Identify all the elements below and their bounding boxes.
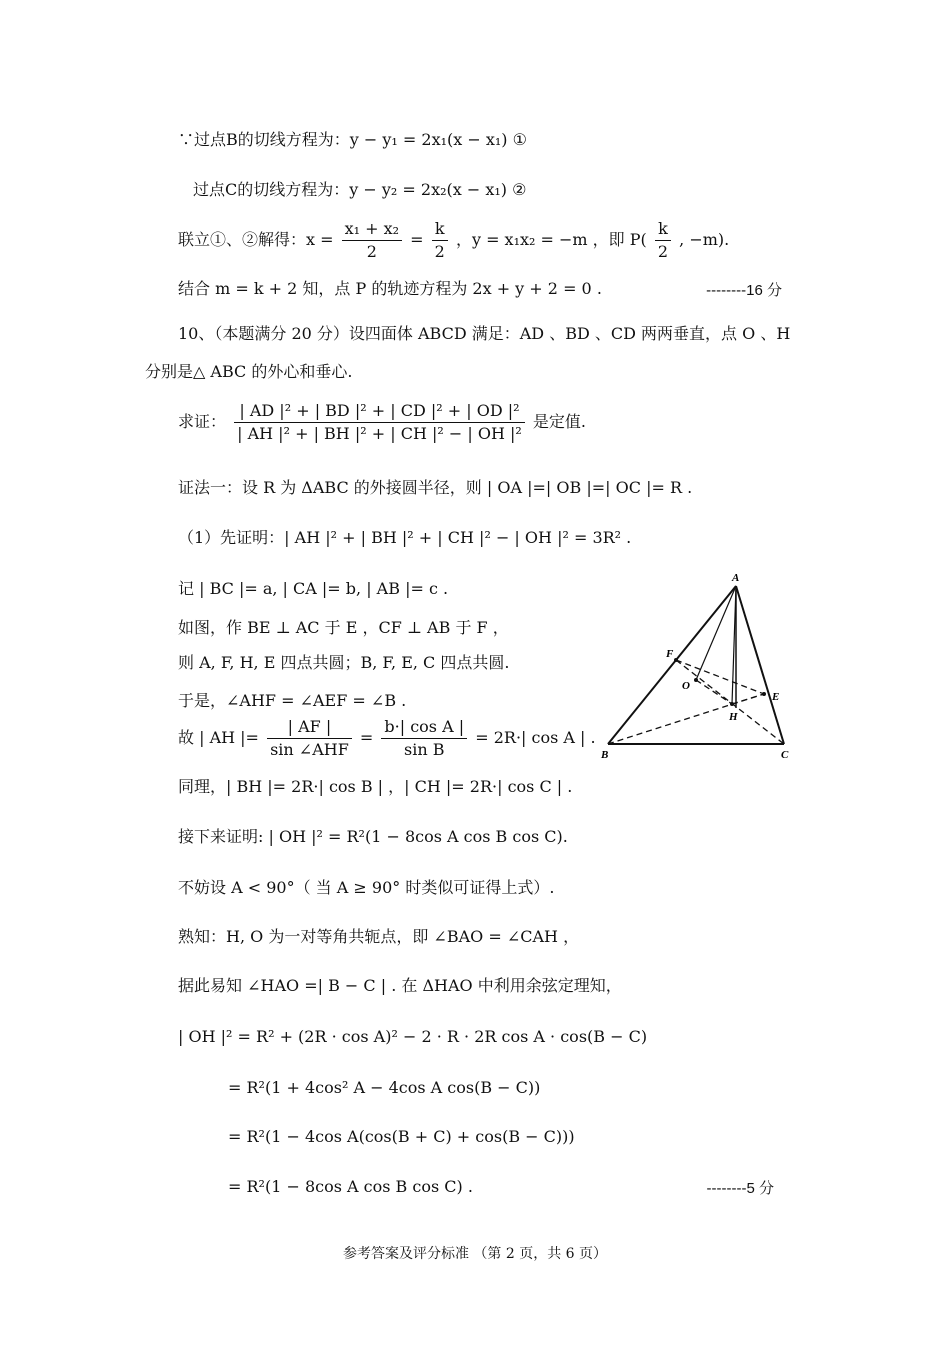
prove-suffix: 是定值. <box>532 412 586 431</box>
fraction-ah-2-den: sin B <box>404 740 445 759</box>
next-proof-line: 接下来证明: | OH |² = R²(1 − 8cos A cos B cos C). <box>178 827 568 846</box>
conjugate-line: 熟知：H, O 为一对等角共轭点，即 ∠BAO = ∠CAH ， <box>178 927 580 946</box>
fraction-ah-1-num: | AF | <box>267 716 352 739</box>
fraction-k-num: k <box>432 218 448 241</box>
prove-prefix: 求证： <box>178 412 227 431</box>
construction-line: 如图，作 BE ⊥ AC 于 E ，CF ⊥ AB 于 F ， <box>178 618 509 637</box>
label-e: E <box>772 691 780 703</box>
oh-equation-1: | OH |² = R² + (2R · cos A)² − 2 · R · 2R cos A · cos(B − C) <box>178 1027 648 1046</box>
edge-a-o <box>696 586 736 680</box>
prove-line <box>178 400 586 445</box>
fraction-ah-2-num: b·| cos A | <box>381 716 467 739</box>
label-c: C <box>781 749 789 761</box>
label-b: B <box>601 749 609 761</box>
cosine-law-line: 据此易知 ∠HAO =| B − C | . 在 ΔHAO 中利用余弦定理知， <box>178 976 622 995</box>
edge-ab <box>608 586 736 744</box>
score-5: --------5 分 <box>706 1180 774 1197</box>
tangent-line-b: ∵过点B的切线方程为：y − y₁ = 2x₁(x − x₁) ① <box>178 130 527 149</box>
score-16: --------16 分 <box>706 282 782 299</box>
solve-suffix: , −m). <box>679 230 730 249</box>
oh-equation-3: = R²(1 − 4cos A(cos(B + C) + cos(B − C))) <box>228 1127 575 1146</box>
dashed-h-e <box>732 694 764 704</box>
point-h <box>730 702 734 706</box>
fraction-ah-2 <box>381 716 467 761</box>
fraction-k-den: 2 <box>434 242 445 261</box>
dashed-o-h <box>696 680 732 704</box>
fraction-ah-1-den: sin ∠AHF <box>270 740 349 759</box>
fraction-main-num: | AD |² + | BD |² + | CD |² + | OD |² <box>234 400 525 423</box>
ah-suffix: = 2R·| cos A | . <box>475 728 596 747</box>
fraction-k <box>432 218 448 263</box>
label-f: F <box>666 648 674 660</box>
concyclic-line: 则 A, F, H, E 四点共圆；B, F, E, C 四点共圆. <box>178 653 510 672</box>
tangent-line-c: 过点C的切线方程为：y − y₂ = 2x₂(x − x₁) ② <box>193 180 527 199</box>
solve-mid: ，y = x₁x₂ = −m ，即 P( <box>455 230 647 249</box>
angle-line: 于是，∠AHF = ∠AEF = ∠B . <box>178 691 407 710</box>
ah-equals: = <box>359 728 374 747</box>
problem-10-line-2: 分别是△ ABC 的外心和垂心. <box>145 362 353 381</box>
point-o <box>694 678 698 682</box>
notation-line: 记 | BC |= a, | CA |= b, | AB |= c . <box>178 579 449 598</box>
page-footer: 参考答案及评分标准 （第 2 页，共 6 页） <box>342 1246 608 1262</box>
solve-prefix: 联立①、②解得：x = <box>178 230 334 249</box>
triangle-figure <box>596 568 806 768</box>
point-e <box>762 692 766 696</box>
problem-10-line: 10、（本题满分 20 分）设四面体 ABCD 满足：AD 、BD 、CD 两两垂直，点 O 、H <box>178 324 791 343</box>
fraction-x-den: 2 <box>366 242 377 261</box>
similarly-line: 同理，| BH |= 2R·| cos B | ，| CH |= 2R·| cos C | . <box>178 777 573 796</box>
step-1-line: （1）先证明：| AH |² + | BH |² + | CH |² − | OH |² = 3R² . <box>178 528 632 547</box>
label-h: H <box>729 711 738 723</box>
fraction-p-den: 2 <box>657 242 669 261</box>
dashed-b-e <box>608 694 764 744</box>
fraction-main <box>234 400 525 445</box>
proof-1-line: 证法一：设 R 为 ΔABC 的外接圆半径，则 | OA |=| OB |=| OC |= R . <box>178 478 693 497</box>
label-a: A <box>732 572 740 584</box>
ah-line <box>178 716 596 761</box>
fraction-ah-1 <box>267 716 352 761</box>
locus-line: 结合 m = k + 2 知，点 P 的轨迹方程为 2x + y + 2 = 0 . <box>178 279 602 298</box>
fraction-main-den: | AH |² + | BH |² + | CH |² − | OH |² <box>237 424 522 443</box>
fraction-p <box>655 218 671 263</box>
oh-equation-4: = R²(1 − 8cos A cos B cos C) . <box>228 1177 473 1196</box>
assume-line: 不妨设 A < 90°（ 当 A ≥ 90° 时类似可证得上式）. <box>178 878 555 897</box>
ah-prefix: 故 | AH |= <box>178 728 259 747</box>
fraction-x-num: x₁ + x₂ <box>342 218 402 241</box>
fraction-p-num: k <box>655 218 671 241</box>
fraction-x <box>342 218 402 263</box>
oh-equation-2: = R²(1 + 4cos² A − 4cos A cos(B − C)) <box>228 1078 541 1097</box>
label-o: O <box>682 680 690 692</box>
point-f <box>674 658 678 662</box>
edge-ac <box>736 586 784 744</box>
solve-line: 联立①、②解得：x = $\frac{\text{x₁ + x₂}}{2}$ = $\frac{k}{2}$ ，y = x₁x₂ = −m ，即 P( $\frac{k}{2}$ , −m). <box>178 219 730 261</box>
